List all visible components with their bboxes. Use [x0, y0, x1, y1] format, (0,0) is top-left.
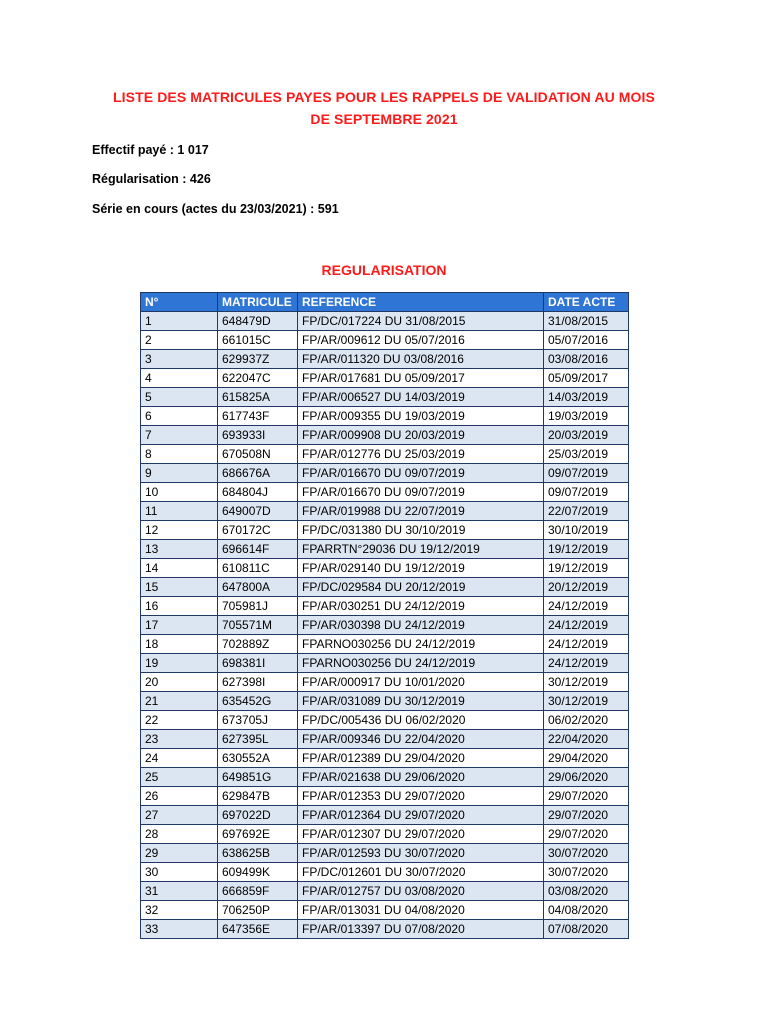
cell-matricule: 698381I [218, 654, 298, 673]
cell-reference: FP/AR/009355 DU 19/03/2019 [298, 407, 544, 426]
cell-matricule: 649851G [218, 768, 298, 787]
table-row [141, 692, 629, 711]
table-row [141, 483, 629, 502]
cell-matricule: 649007D [218, 502, 298, 521]
cell-date-acte: 29/06/2020 [544, 768, 629, 787]
cell-reference: FP/AR/012389 DU 29/04/2020 [298, 749, 544, 768]
cell-matricule: 647800A [218, 578, 298, 597]
column-header-number: N° [141, 293, 218, 312]
cell-date-acte: 30/12/2019 [544, 673, 629, 692]
section-heading: REGULARISATION [321, 262, 447, 278]
cell-date-acte: 29/07/2020 [544, 825, 629, 844]
table-header-row [141, 293, 629, 312]
cell-reference: FP/AR/016670 DU 09/07/2019 [298, 464, 544, 483]
cell-date-acte: 20/12/2019 [544, 578, 629, 597]
table-row [141, 540, 629, 559]
cell-date-acte: 25/03/2019 [544, 445, 629, 464]
table-row [141, 426, 629, 445]
cell-matricule: 697692E [218, 825, 298, 844]
document-title [84, 86, 684, 130]
table-row [141, 578, 629, 597]
cell-matricule: 673705J [218, 711, 298, 730]
cell-matricule: 615825A [218, 388, 298, 407]
cell-reference: FP/DC/012601 DU 30/07/2020 [298, 863, 544, 882]
cell-date-acte: 22/04/2020 [544, 730, 629, 749]
cell-number: 32 [141, 901, 218, 920]
column-header-reference: REFERENCE [298, 293, 544, 312]
cell-date-acte: 31/08/2015 [544, 312, 629, 331]
table-row [141, 616, 629, 635]
cell-reference: FP/AR/030398 DU 24/12/2019 [298, 616, 544, 635]
table-row [141, 502, 629, 521]
cell-reference: FPARNO030256 DU 24/12/2019 [298, 654, 544, 673]
cell-number: 3 [141, 350, 218, 369]
cell-number: 8 [141, 445, 218, 464]
cell-number: 18 [141, 635, 218, 654]
table-row [141, 673, 629, 692]
cell-reference: FP/AR/009346 DU 22/04/2020 [298, 730, 544, 749]
cell-matricule: 661015C [218, 331, 298, 350]
cell-reference: FP/AR/012757 DU 03/08/2020 [298, 882, 544, 901]
cell-number: 17 [141, 616, 218, 635]
table-row [141, 730, 629, 749]
cell-matricule: 697022D [218, 806, 298, 825]
cell-matricule: 670508N [218, 445, 298, 464]
cell-date-acte: 19/03/2019 [544, 407, 629, 426]
table-row [141, 920, 629, 939]
cell-reference: FP/AR/006527 DU 14/03/2019 [298, 388, 544, 407]
table-row [141, 464, 629, 483]
cell-date-acte: 20/03/2019 [544, 426, 629, 445]
cell-date-acte: 29/07/2020 [544, 787, 629, 806]
cell-date-acte: 30/12/2019 [544, 692, 629, 711]
cell-number: 19 [141, 654, 218, 673]
table-row [141, 787, 629, 806]
table-row [141, 312, 629, 331]
cell-number: 13 [141, 540, 218, 559]
cell-number: 14 [141, 559, 218, 578]
cell-reference: FP/AR/011320 DU 03/08/2016 [298, 350, 544, 369]
table-row [141, 863, 629, 882]
cell-date-acte: 09/07/2019 [544, 464, 629, 483]
cell-number: 5 [141, 388, 218, 407]
cell-number: 7 [141, 426, 218, 445]
table-row [141, 407, 629, 426]
cell-reference: FPARNO030256 DU 24/12/2019 [298, 635, 544, 654]
summary-serie: Série en cours (actes du 23/03/2021) : 591 [92, 202, 339, 216]
cell-reference: FP/AR/012593 DU 30/07/2020 [298, 844, 544, 863]
cell-matricule: 696614F [218, 540, 298, 559]
column-header-date-acte: DATE ACTE [544, 293, 629, 312]
cell-number: 6 [141, 407, 218, 426]
table-row [141, 749, 629, 768]
cell-matricule: 629847B [218, 787, 298, 806]
cell-number: 23 [141, 730, 218, 749]
cell-matricule: 693933I [218, 426, 298, 445]
cell-number: 25 [141, 768, 218, 787]
cell-reference: FP/AR/012364 DU 29/07/2020 [298, 806, 544, 825]
cell-date-acte: 24/12/2019 [544, 597, 629, 616]
cell-date-acte: 19/12/2019 [544, 540, 629, 559]
cell-date-acte: 29/04/2020 [544, 749, 629, 768]
cell-reference: FP/AR/009908 DU 20/03/2019 [298, 426, 544, 445]
cell-number: 2 [141, 331, 218, 350]
cell-matricule: 684804J [218, 483, 298, 502]
cell-date-acte: 05/07/2016 [544, 331, 629, 350]
cell-matricule: 702889Z [218, 635, 298, 654]
cell-number: 31 [141, 882, 218, 901]
table-row [141, 882, 629, 901]
cell-date-acte: 24/12/2019 [544, 635, 629, 654]
cell-date-acte: 14/03/2019 [544, 388, 629, 407]
cell-reference: FP/AR/009612 DU 05/07/2016 [298, 331, 544, 350]
cell-date-acte: 04/08/2020 [544, 901, 629, 920]
cell-reference: FP/AR/012353 DU 29/07/2020 [298, 787, 544, 806]
cell-date-acte: 19/12/2019 [544, 559, 629, 578]
table-row [141, 597, 629, 616]
cell-number: 26 [141, 787, 218, 806]
table-row [141, 901, 629, 920]
cell-matricule: 629937Z [218, 350, 298, 369]
table-row [141, 806, 629, 825]
cell-reference: FP/AR/012307 DU 29/07/2020 [298, 825, 544, 844]
cell-number: 33 [141, 920, 218, 939]
table-row [141, 350, 629, 369]
cell-date-acte: 22/07/2019 [544, 502, 629, 521]
cell-date-acte: 07/08/2020 [544, 920, 629, 939]
cell-matricule: 648479D [218, 312, 298, 331]
cell-date-acte: 06/02/2020 [544, 711, 629, 730]
cell-number: 20 [141, 673, 218, 692]
cell-reference: FP/AR/021638 DU 29/06/2020 [298, 768, 544, 787]
cell-matricule: 617743F [218, 407, 298, 426]
cell-date-acte: 29/07/2020 [544, 806, 629, 825]
summary-regularisation: Régularisation : 426 [92, 172, 211, 186]
cell-matricule: 630552A [218, 749, 298, 768]
cell-number: 16 [141, 597, 218, 616]
cell-number: 24 [141, 749, 218, 768]
cell-matricule: 627395L [218, 730, 298, 749]
cell-date-acte: 30/07/2020 [544, 844, 629, 863]
cell-reference: FP/AR/013031 DU 04/08/2020 [298, 901, 544, 920]
cell-reference: FP/AR/029140 DU 19/12/2019 [298, 559, 544, 578]
cell-matricule: 666859F [218, 882, 298, 901]
cell-matricule: 686676A [218, 464, 298, 483]
cell-reference: FPARRTN°29036 DU 19/12/2019 [298, 540, 544, 559]
cell-number: 22 [141, 711, 218, 730]
cell-number: 29 [141, 844, 218, 863]
table-row [141, 844, 629, 863]
table-row [141, 654, 629, 673]
table-row [141, 369, 629, 388]
cell-matricule: 609499K [218, 863, 298, 882]
table-row [141, 825, 629, 844]
cell-number: 28 [141, 825, 218, 844]
cell-reference: FP/DC/029584 DU 20/12/2019 [298, 578, 544, 597]
cell-date-acte: 30/07/2020 [544, 863, 629, 882]
cell-reference: FP/AR/000917 DU 10/01/2020 [298, 673, 544, 692]
document-title-line2: DE SEPTEMBRE 2021 [310, 111, 458, 127]
cell-reference: FP/AR/013397 DU 07/08/2020 [298, 920, 544, 939]
table-row [141, 521, 629, 540]
cell-number: 12 [141, 521, 218, 540]
cell-matricule: 670172C [218, 521, 298, 540]
cell-reference: FP/AR/031089 DU 30/12/2019 [298, 692, 544, 711]
cell-matricule: 706250P [218, 901, 298, 920]
cell-matricule: 647356E [218, 920, 298, 939]
summary-effectif: Effectif payé : 1 017 [92, 143, 209, 157]
cell-reference: FP/AR/017681 DU 05/09/2017 [298, 369, 544, 388]
table-row [141, 635, 629, 654]
cell-date-acte: 30/10/2019 [544, 521, 629, 540]
cell-number: 11 [141, 502, 218, 521]
cell-number: 9 [141, 464, 218, 483]
document-title-line1: LISTE DES MATRICULES PAYES POUR LES RAPPELS DE VALIDATION AU MOIS [113, 89, 655, 105]
cell-reference: FP/DC/031380 DU 30/10/2019 [298, 521, 544, 540]
cell-matricule: 635452G [218, 692, 298, 711]
cell-date-acte: 03/08/2016 [544, 350, 629, 369]
cell-reference: FP/AR/012776 DU 25/03/2019 [298, 445, 544, 464]
table-row [141, 331, 629, 350]
cell-matricule: 638625B [218, 844, 298, 863]
cell-number: 15 [141, 578, 218, 597]
cell-number: 30 [141, 863, 218, 882]
table-row [141, 559, 629, 578]
cell-reference: FP/AR/030251 DU 24/12/2019 [298, 597, 544, 616]
regularisation-table [140, 292, 629, 939]
cell-matricule: 705981J [218, 597, 298, 616]
cell-matricule: 627398I [218, 673, 298, 692]
cell-number: 1 [141, 312, 218, 331]
cell-reference: FP/AR/019988 DU 22/07/2019 [298, 502, 544, 521]
cell-reference: FP/DC/005436 DU 06/02/2020 [298, 711, 544, 730]
cell-date-acte: 24/12/2019 [544, 654, 629, 673]
table-row [141, 711, 629, 730]
table-row [141, 768, 629, 787]
table-row [141, 445, 629, 464]
cell-number: 21 [141, 692, 218, 711]
cell-reference: FP/DC/017224 DU 31/08/2015 [298, 312, 544, 331]
table-body [141, 312, 629, 939]
cell-date-acte: 03/08/2020 [544, 882, 629, 901]
cell-reference: FP/AR/016670 DU 09/07/2019 [298, 483, 544, 502]
cell-number: 4 [141, 369, 218, 388]
column-header-matricule: MATRICULE [218, 293, 298, 312]
cell-number: 27 [141, 806, 218, 825]
cell-date-acte: 05/09/2017 [544, 369, 629, 388]
cell-matricule: 622047C [218, 369, 298, 388]
cell-date-acte: 09/07/2019 [544, 483, 629, 502]
cell-matricule: 705571M [218, 616, 298, 635]
cell-number: 10 [141, 483, 218, 502]
cell-matricule: 610811C [218, 559, 298, 578]
cell-date-acte: 24/12/2019 [544, 616, 629, 635]
table-row [141, 388, 629, 407]
